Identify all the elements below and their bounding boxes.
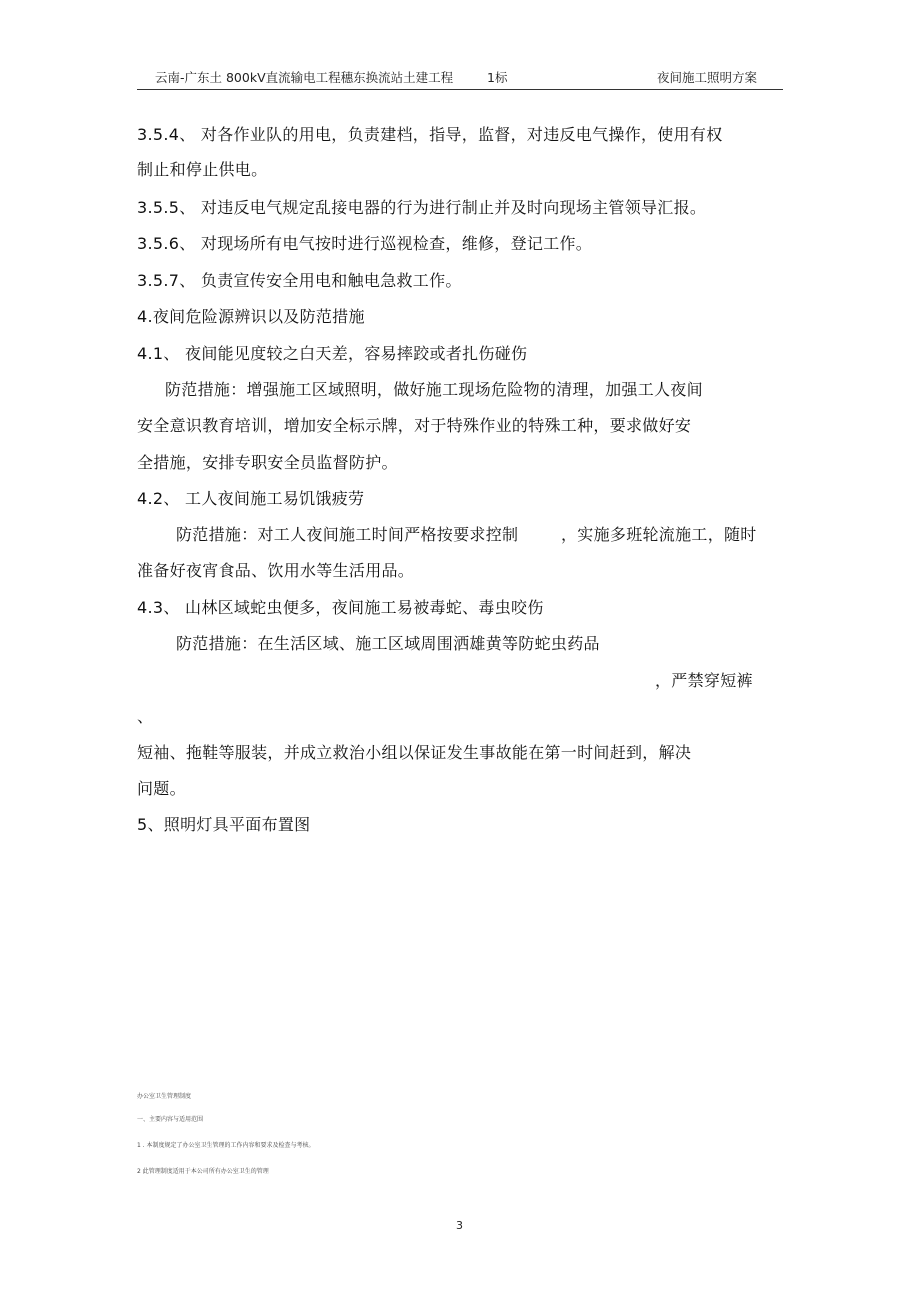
heading-4-3: 4.3、 山林区域蛇虫便多，夜间施工易被毒蛇、毒虫咬伤 <box>137 598 544 617</box>
appendix-section-1: 一、主要内容与适用范围 <box>137 1116 204 1123</box>
page-number: 3 <box>456 1219 463 1232</box>
para-3-5-7: 3.5.7、 负责宣传安全用电和触电急救工作。 <box>137 271 462 290</box>
para-4-1-measures-cont1: 安全意识教育培训，增加安全标示牌，对于特殊作业的特殊工种，要求做好安 <box>137 416 692 435</box>
appendix-item-2: 2 此管理制度适用于本公司所有办公室卫生的管理 <box>137 1168 269 1175</box>
heading-4-2: 4.2、 工人夜间施工易饥饿疲劳 <box>137 489 365 508</box>
para-4-3-measures-b: ，严禁穿短裤 <box>655 671 753 690</box>
para-4-1-measures-cont2: 全措施，安排专职安全员监督防护。 <box>137 453 398 472</box>
header-section: 1标 <box>487 70 508 85</box>
heading-4: 4.夜间危险源辨识以及防范措施 <box>137 307 365 326</box>
header-doc-title: 夜间施工照明方案 <box>657 70 758 85</box>
para-3-5-4-cont: 制止和停止供电。 <box>137 160 268 179</box>
heading-5: 5、照明灯具平面布置图 <box>137 815 311 834</box>
para-4-3-measures-cont1: 短袖、拖鞋等服装，并成立救治小组以保证发生事故能在第一时间赶到，解决 <box>137 743 692 762</box>
appendix-title: 办公室卫生管理制度 <box>137 1093 192 1100</box>
para-4-2-measures: 防范措施：对工人夜间施工时间严格按要求控制 <box>176 525 519 544</box>
para-4-3-measures: 防范措施：在生活区域、施工区域周围洒雄黄等防蛇虫药品 <box>176 634 600 653</box>
para-4-3-measures-cont2: 问题。 <box>137 779 186 798</box>
para-4-1-measures: 防范措施：增强施工区域照明，做好施工现场危险物的清理，加强工人夜间 <box>165 380 703 399</box>
header-rule <box>137 89 783 90</box>
para-4-2-measures-cont: 准备好夜宵食品、饮用水等生活用品。 <box>137 561 415 580</box>
para-3-5-4: 3.5.4、 对各作业队的用电，负责建档，指导，监督，对违反电气操作，使用有权 <box>137 125 723 144</box>
header-project: 云南-广东土 800kV直流输电工程穗东换流站土建工程 <box>155 70 454 85</box>
para-4-2-measures-b: ，实施多班轮流施工，随时 <box>561 525 757 544</box>
heading-4-1: 4.1、 夜间能见度较之白天差，容易摔跤或者扎伤碰伤 <box>137 344 528 363</box>
para-3-5-5: 3.5.5、 对违反电气规定乱接电器的行为进行制止并及时向现场主管领导汇报。 <box>137 198 707 217</box>
para-4-3-mark: 、 <box>137 707 154 726</box>
para-3-5-6: 3.5.6、 对现场所有电气按时进行巡视检查，维修，登记工作。 <box>137 234 593 253</box>
appendix-item-1: 1 . 本制度规定了办公室卫生管理的工作内容和要求及检查与考核。 <box>137 1142 315 1149</box>
